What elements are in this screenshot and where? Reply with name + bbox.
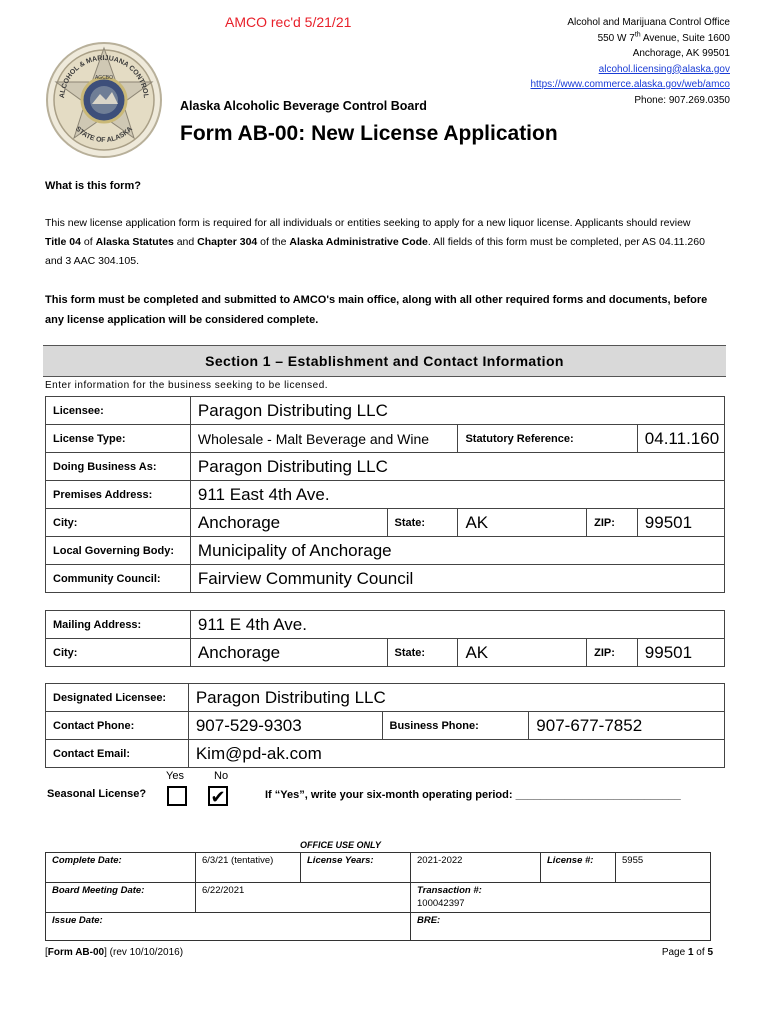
mailing-state-field[interactable]: AK <box>458 639 587 667</box>
complete-date-field[interactable]: 6/3/21 (tentative) <box>196 853 301 883</box>
received-stamp: AMCO rec'd 5/21/21 <box>225 14 352 30</box>
footer-form-code: [Form AB-00] (rev 10/10/2016) <box>45 947 184 958</box>
office-use-table <box>45 852 711 941</box>
description-title-ref: Title 04 <box>45 236 81 248</box>
seasonal-yes-checkbox[interactable] <box>167 786 187 806</box>
mailing-state-label: State: <box>387 639 458 667</box>
office-use-title: OFFICE USE ONLY <box>300 840 381 850</box>
description-statutes-ref: Alaska Statutes <box>95 236 174 248</box>
what-is-form-heading: What is this form? <box>45 180 141 192</box>
transaction-field[interactable]: 100042397 <box>417 898 465 909</box>
mailing-zip-field[interactable]: 99501 <box>637 639 724 667</box>
seasonal-no-checkbox[interactable]: ✔ <box>208 786 228 806</box>
license-number-field[interactable]: 5955 <box>616 853 711 883</box>
seal-ring-text: ALCOHOL & MARIJUANA CONTROL <box>58 54 149 99</box>
license-years-label: License Years: <box>301 853 411 883</box>
establishment-table <box>45 396 725 593</box>
local-governing-body-field[interactable]: Municipality of Anchorage <box>190 537 724 565</box>
office-address-suite: Avenue, Suite 1600 <box>640 32 730 44</box>
contact-email-label: Contact Email: <box>46 740 189 768</box>
footer-page-current: 1 <box>687 947 694 958</box>
no-label: No <box>214 770 229 782</box>
city-label: City: <box>46 509 191 537</box>
contact-table <box>45 683 725 768</box>
contact-phone-field[interactable]: 907-529-9303 <box>188 712 382 740</box>
description-chapter-ref: Chapter 304 <box>197 236 258 248</box>
seal-center-text: AGCBO <box>94 75 114 81</box>
mailing-address-field[interactable]: 911 E 4th Ave. <box>190 611 724 639</box>
footer-page-text: Page <box>661 947 688 958</box>
city-field[interactable]: Anchorage <box>190 509 387 537</box>
section-1-instructions: Enter information for the business seeking to be licensed. <box>45 380 329 391</box>
operating-period-prompt: If “Yes”, write your six-month operating period: ___________________________ <box>265 789 681 801</box>
section-1-header: Section 1 – Establishment and Contact Information <box>43 345 726 377</box>
premises-address-label: Premises Address: <box>46 481 191 509</box>
contact-phone-label: Contact Phone: <box>46 712 189 740</box>
office-address <box>530 31 730 47</box>
state-seal-logo <box>44 40 164 160</box>
mailing-city-field[interactable]: Anchorage <box>190 639 387 667</box>
issue-date-label: Issue Date: <box>46 913 411 941</box>
description-text: of <box>81 236 96 248</box>
office-name: Alcohol and Marijuana Control Office <box>567 17 730 28</box>
yes-label: Yes <box>166 770 184 782</box>
zip-field[interactable]: 99501 <box>637 509 724 537</box>
form-title: Form AB-00: New License Application <box>180 122 558 145</box>
office-address-suffix: th <box>634 31 641 39</box>
license-type-field[interactable]: Wholesale - Malt Beverage and Wine <box>190 425 458 453</box>
bre-label: BRE: <box>411 913 711 941</box>
licensee-label: Licensee: <box>46 397 191 425</box>
board-meeting-date-field[interactable]: 6/22/2021 <box>196 883 411 913</box>
board-name: Alaska Alcoholic Beverage Control Board <box>180 99 427 113</box>
premises-address-field[interactable]: 911 East 4th Ave. <box>190 481 724 509</box>
office-phone: Phone: 907.269.0350 <box>634 94 730 106</box>
zip-label: ZIP: <box>587 509 638 537</box>
license-years-field[interactable]: 2021-2022 <box>411 853 541 883</box>
seasonal-license-label: Seasonal License? <box>47 788 147 800</box>
footer-page-total: 5 <box>707 947 713 958</box>
footer-page-number <box>662 947 713 958</box>
business-phone-field[interactable]: 907-677-7852 <box>529 712 725 740</box>
dba-field[interactable]: Paragon Distributing LLC <box>190 453 724 481</box>
mailing-zip-label: ZIP: <box>587 639 638 667</box>
state-label: State: <box>387 509 458 537</box>
dba-label: Doing Business As: <box>46 453 191 481</box>
office-contact-block <box>530 15 730 108</box>
license-number-label: License #: <box>541 853 616 883</box>
designated-licensee-field[interactable]: Paragon Distributing LLC <box>188 684 724 712</box>
footer-page-text: of <box>693 947 708 958</box>
local-governing-body-label: Local Governing Body: <box>46 537 191 565</box>
description-text: and <box>173 236 198 248</box>
form-description <box>45 214 705 271</box>
description-text: . All fields of this form must be completed, per AS 04.11.260 and 3 AAC 304.105. <box>45 236 705 267</box>
community-council-field[interactable]: Fairview Community Council <box>190 565 724 593</box>
office-address-street: 550 W 7 <box>597 32 635 44</box>
mailing-address-label: Mailing Address: <box>46 611 191 639</box>
transaction-label <box>411 883 711 913</box>
statutory-reference-field[interactable]: 04.11.160 <box>637 425 724 453</box>
license-type-label: License Type: <box>46 425 191 453</box>
mailing-table <box>45 610 725 667</box>
description-code-ref: Alaska Administrative Code <box>289 236 428 248</box>
office-website-link[interactable]: https://www.commerce.alaska.gov/web/amco <box>530 79 730 90</box>
submission-notice: This form must be completed and submitted to AMCO's main office, along with all other required forms and documents, before any license application will be considered complete. <box>45 294 708 326</box>
footer-revision: (rev 10/10/2016) <box>106 947 184 958</box>
state-field[interactable]: AK <box>458 509 587 537</box>
board-meeting-date-label: Board Meeting Date: <box>46 883 196 913</box>
statutory-reference-label: Statutory Reference: <box>458 425 637 453</box>
transaction-label-text: Transaction #: <box>417 885 482 896</box>
business-phone-label: Business Phone: <box>382 712 529 740</box>
seal-bottom-text: STATE OF ALASKA <box>73 125 135 145</box>
mailing-city-label: City: <box>46 639 191 667</box>
contact-email-field[interactable]: Kim@pd-ak.com <box>188 740 724 768</box>
office-email-link[interactable]: alcohol.licensing@alaska.gov <box>598 63 730 75</box>
designated-licensee-label: Designated Licensee: <box>46 684 189 712</box>
footer-form-id: Form AB-00 <box>47 947 105 958</box>
description-text: of the <box>257 236 290 248</box>
complete-date-label: Complete Date: <box>46 853 196 883</box>
community-council-label: Community Council: <box>46 565 191 593</box>
office-city: Anchorage, AK 99501 <box>632 48 730 59</box>
description-text: This new license application form is required for all individuals or entities seeking to apply for a new liquor license. Applicants should review <box>45 217 691 229</box>
licensee-field[interactable]: Paragon Distributing LLC <box>190 397 724 425</box>
